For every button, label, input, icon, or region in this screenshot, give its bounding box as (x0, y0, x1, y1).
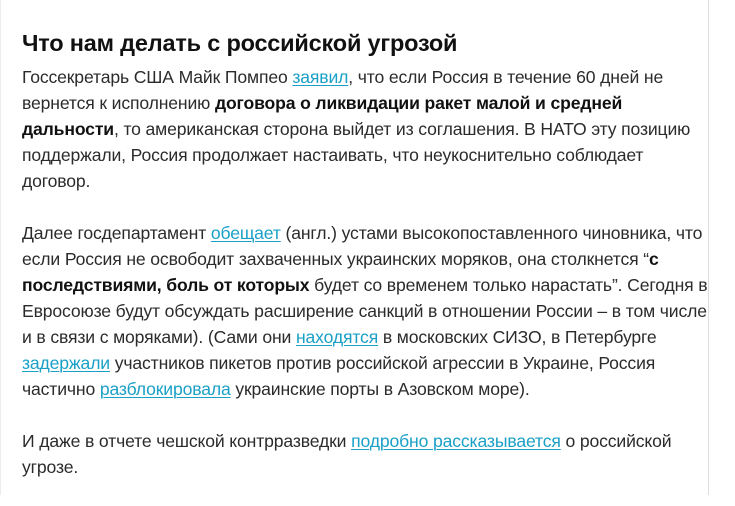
link-obeshchaet[interactable]: обещает (210, 223, 281, 243)
section-heading: Что нам делать с российской угрозой (22, 30, 458, 56)
bold-consequences: с последствиями, боль от которых (22, 249, 659, 295)
link-zaderzhali[interactable]: задержали (22, 353, 110, 373)
paragraph-text: будет со временем только нарастать”. Сегодня в Евросоюзе будут обсуждать расширение санкций в отношении России – в том числе и в связи с моряками). (Сами они (22, 275, 708, 347)
paragraph-text: Госсекретарь США Майк Помпео (22, 67, 293, 87)
paragraph-text: (англ.) устами высокопоставленного чиновника, что если Россия не освободит захваченных украинских моряков, она столкнется “ (22, 223, 703, 269)
paragraph-text: украинские порты в Азовском море). (230, 379, 530, 399)
article-body (22, 28, 708, 506)
paragraph-text: о российской угрозе. (22, 431, 672, 477)
link-zayavil[interactable]: заявил (292, 67, 349, 87)
bold-treaty-name: договора о ликвидации ракет малой и средней дальности (22, 93, 623, 139)
paragraph-2 (22, 220, 708, 402)
paragraph-text: Далее госдепартамент (22, 223, 211, 243)
paragraph-3 (22, 428, 708, 480)
paragraph-1 (22, 64, 708, 194)
paragraph-text: , то американская сторона выйдет из соглашения. В НАТО эту позицию поддержали, Россия продолжает настаивать, что неукоснительно соблюдает договор. (22, 119, 691, 191)
paragraph-text: участников пикетов против российской агрессии в Украине, Россия частично (22, 353, 656, 399)
paragraph-text: в московских СИЗО, в Петербурге (378, 327, 657, 347)
link-podrobno-rasskazyvaetsya[interactable]: подробно рассказывается (351, 431, 561, 451)
link-nakhodyatsya[interactable]: находятся (295, 327, 379, 347)
link-razblokirovala[interactable]: разблокировала (99, 379, 231, 399)
paragraph-text: И даже в отчете чешской контрразведки (22, 431, 352, 451)
paragraph-text: , что если Россия в течение 60 дней не вернется к исполнению (22, 67, 664, 113)
